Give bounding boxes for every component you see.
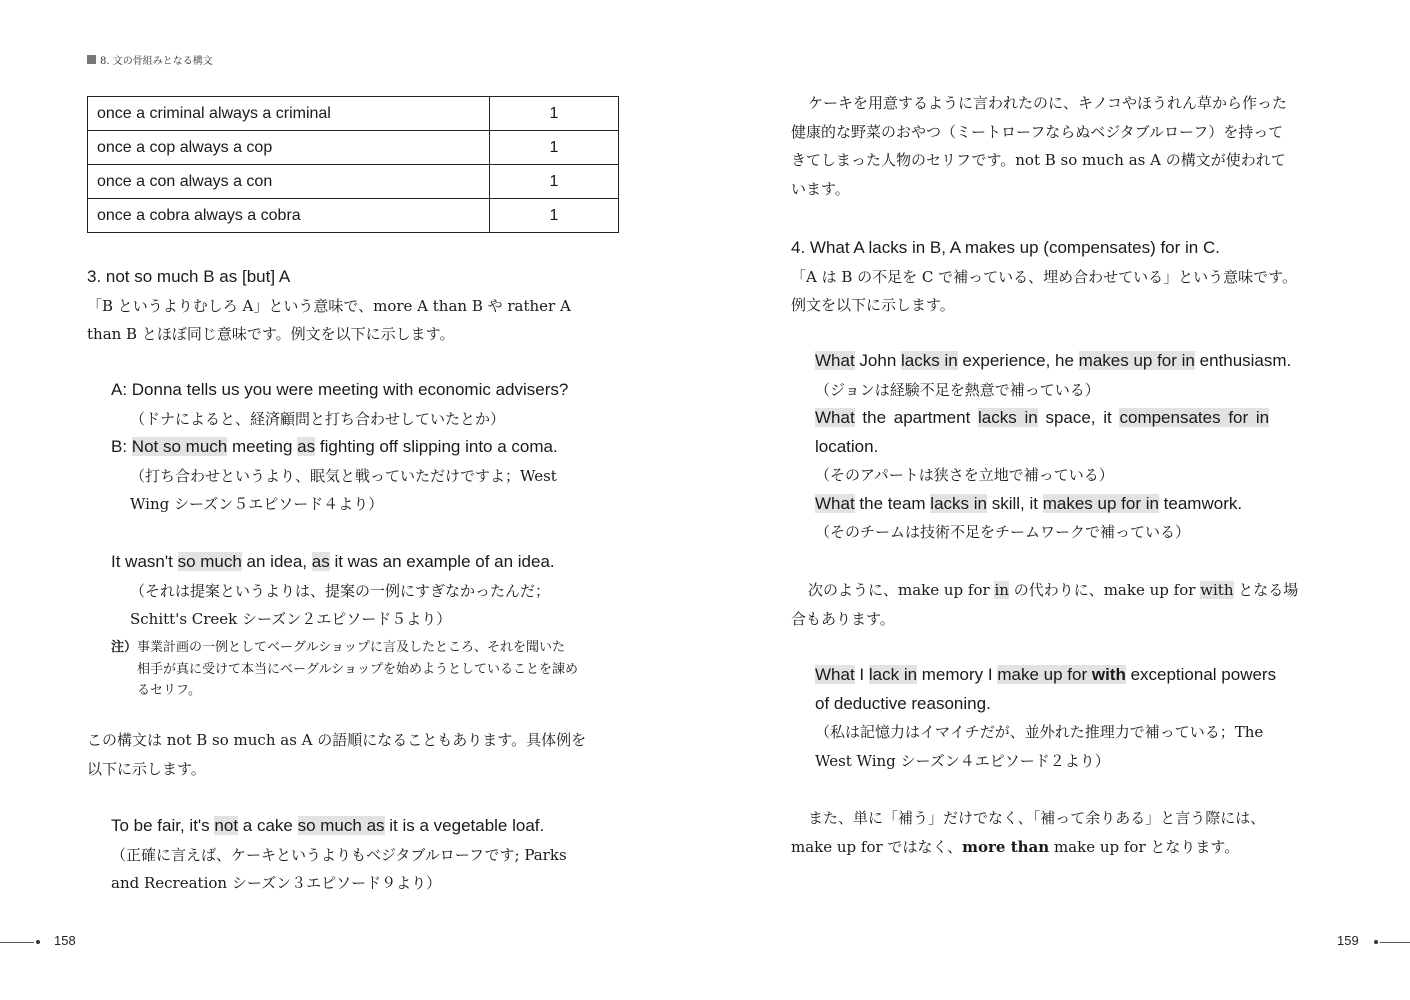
highlight: lacks in bbox=[978, 408, 1038, 427]
example-3-line bbox=[111, 812, 567, 841]
example-b-line bbox=[111, 433, 568, 462]
highlight-bold: with bbox=[1091, 665, 1126, 684]
bold-text: more than bbox=[962, 837, 1050, 856]
example-1-line bbox=[815, 347, 1291, 376]
paragraph-word-order bbox=[87, 726, 586, 783]
paragraph-line1: この構文は not B so much as A の語順になることもあります。具体例を bbox=[87, 731, 587, 749]
example-4-translation-line2: West Wing シーズン４エピソード２より） bbox=[815, 751, 1110, 770]
table-row bbox=[88, 165, 619, 199]
text: exceptional powers bbox=[1125, 665, 1277, 684]
dialogue-example bbox=[111, 376, 568, 519]
examples-lack bbox=[815, 347, 1291, 547]
table-cell-phrase: once a criminal always a criminal bbox=[88, 97, 490, 131]
running-header bbox=[87, 52, 213, 67]
section-4-title: 4. What A lacks in B, A makes up (compensates) for in C. bbox=[791, 238, 1220, 257]
highlight: so much as bbox=[297, 816, 385, 835]
paragraph-line2: 以下に示します。 bbox=[87, 759, 206, 778]
section-4-intro-line1: 「A は B の不足を C で補っている、埋め合わせている」という意味です。 bbox=[791, 267, 1297, 286]
section-3-title: 3. not so much B as [but] A bbox=[87, 267, 291, 286]
paragraph-line2: 合もあります。 bbox=[791, 609, 895, 628]
text: skill, it bbox=[986, 493, 1043, 513]
paragraph-line2 bbox=[791, 833, 1265, 862]
paragraph-more-than bbox=[791, 804, 1265, 861]
table-row bbox=[88, 199, 619, 233]
example-4 bbox=[815, 661, 1276, 775]
text: memory I bbox=[917, 665, 998, 684]
paragraph-line1: また、単に「補う」だけでなく、「補って余りある」と言う際には、 bbox=[808, 809, 1266, 827]
table-cell-phrase: once a cop always a cop bbox=[88, 131, 490, 165]
section-3-intro-line1: 「B というよりむしろ A」という意味で、more A than B や rather A bbox=[87, 296, 571, 315]
highlight: Not so much bbox=[131, 437, 228, 456]
highlight: makes up for in bbox=[1042, 493, 1159, 513]
highlight: compensates for in bbox=[1119, 408, 1270, 427]
example-2 bbox=[111, 548, 555, 634]
table-cell-count: 1 bbox=[490, 97, 619, 131]
example-b-translation-line2: Wing シーズン５エピソード４より） bbox=[130, 495, 384, 513]
idiom-table bbox=[87, 96, 619, 233]
paragraph-line2: 健康的な野菜のおやつ（ミートローフならぬベジタブルローフ）を持って bbox=[791, 122, 1284, 141]
text: an idea, bbox=[241, 552, 312, 571]
example-2-translation-line1: （それは提案というよりは、提案の一例にすぎなかったんだ； bbox=[130, 581, 551, 600]
right-page bbox=[705, 0, 1410, 1000]
section-4 bbox=[791, 234, 1297, 320]
highlight: lack in bbox=[868, 665, 918, 684]
example-3-translation-line1: （正確に言えば、ケーキというよりもベジタブルローフです; Parks bbox=[111, 845, 567, 864]
example-3 bbox=[111, 812, 567, 898]
text: となる場 bbox=[1233, 581, 1299, 599]
table-cell-phrase: once a cobra always a cobra bbox=[88, 199, 490, 233]
text: 次のように、make up for bbox=[808, 581, 995, 599]
text: it is a vegetable loaf. bbox=[384, 816, 545, 835]
paragraph-explanation bbox=[791, 89, 1287, 203]
highlight: as bbox=[311, 552, 330, 571]
text: enthusiasm. bbox=[1194, 351, 1292, 370]
table-cell-count: 1 bbox=[490, 199, 619, 233]
highlight: lacks in bbox=[930, 493, 987, 513]
table-row bbox=[88, 131, 619, 165]
footer-rule bbox=[1380, 942, 1410, 943]
page-number: 159 bbox=[1337, 933, 1359, 948]
paragraph-line3: きてしまった人物のセリフです。not B so much as A の構文が使われて bbox=[791, 151, 1286, 169]
footnote-line3: るセリフ。 bbox=[137, 683, 201, 698]
example-3-line bbox=[815, 490, 1291, 519]
text: teamwork. bbox=[1158, 493, 1243, 513]
highlight: not bbox=[214, 816, 239, 835]
text: I bbox=[854, 665, 869, 684]
highlight: What bbox=[815, 408, 855, 427]
highlight: What bbox=[815, 493, 855, 513]
example-2-translation-line2: Schitt's Creek シーズン２エピソード５より） bbox=[130, 610, 452, 628]
text: John bbox=[854, 351, 901, 370]
section-3-intro-line2: than B とほぼ同じ意味です。例文を以下に示します。 bbox=[87, 325, 455, 343]
text: 事業計画の一例としてベーグルショップに言及したところ、それを聞いた bbox=[137, 640, 566, 655]
text: の代わりに、make up for bbox=[1008, 581, 1201, 599]
section-3 bbox=[87, 263, 571, 349]
section-4-intro-line2: 例文を以下に示します。 bbox=[791, 296, 955, 314]
paragraph-line1: ケーキを用意するように言われたのに、キノコやほうれん草から作った bbox=[808, 94, 1287, 112]
example-1-translation: （ジョンは経験不足を熱意で補っている） bbox=[815, 380, 1100, 399]
highlight: makes up for in bbox=[1078, 351, 1195, 370]
example-a-line: A: Donna tells us you were meeting with economic advisers? bbox=[111, 380, 569, 399]
table-row bbox=[88, 97, 619, 131]
text: To be fair, it's bbox=[111, 816, 215, 835]
table-cell-count: 1 bbox=[490, 165, 619, 199]
example-2-translation: （そのアパートは狭さを立地で補っている） bbox=[815, 466, 1114, 484]
table-cell-phrase: once a con always a con bbox=[88, 165, 490, 199]
text: make up for となります。 bbox=[1049, 837, 1240, 856]
b-prefix: B: bbox=[111, 437, 132, 456]
example-2-line2: location. bbox=[815, 436, 879, 456]
footnote bbox=[111, 637, 578, 702]
highlight: lacks in bbox=[901, 351, 958, 370]
example-3-translation: （そのチームは技術不足をチームワークで補っている） bbox=[815, 523, 1191, 541]
table-cell-count: 1 bbox=[490, 131, 619, 165]
text: experience, he bbox=[957, 351, 1079, 370]
example-a-translation: （ドナによると、経済顧問と打ち合わせしていたとか） bbox=[130, 409, 506, 428]
text: it was an example of an idea. bbox=[329, 552, 555, 571]
example-4-line bbox=[815, 661, 1276, 690]
highlight: with bbox=[1200, 581, 1234, 599]
text: meeting bbox=[227, 437, 298, 456]
text: fighting off slipping into a coma. bbox=[315, 437, 558, 456]
highlight: What bbox=[815, 665, 855, 684]
footer-dot bbox=[1374, 940, 1378, 944]
text: make up for ではなく、 bbox=[791, 837, 963, 856]
paragraph-line1 bbox=[791, 576, 1298, 605]
paragraph-line4: います。 bbox=[791, 179, 850, 198]
text: a cake bbox=[238, 816, 298, 835]
header-title: 8. 文の骨組みとなる構文 bbox=[100, 56, 213, 67]
text: the apartment bbox=[854, 408, 979, 427]
highlight: in bbox=[994, 581, 1009, 599]
footer-dot bbox=[36, 940, 40, 944]
text: space, it bbox=[1037, 408, 1120, 427]
page-number: 158 bbox=[54, 933, 76, 948]
highlight: What bbox=[815, 351, 855, 370]
header-square-icon bbox=[87, 55, 96, 64]
footnote-line2: 相手が真に受けて本当にベーグルショップを始めようとしていることを諌め bbox=[137, 661, 579, 677]
example-4-line2: of deductive reasoning. bbox=[815, 693, 991, 713]
example-2-line bbox=[815, 404, 1291, 433]
paragraph-with-variant bbox=[791, 576, 1298, 633]
footnote-label: 注） bbox=[111, 640, 138, 655]
example-b-translation-line1: （打ち合わせというより、眠気と戦っていただけですよ；West bbox=[130, 466, 557, 485]
example-4-translation-line1: （私は記憶力はイマイチだが、並外れた推理力で補っている；The bbox=[815, 723, 1264, 741]
highlight: as bbox=[297, 437, 316, 456]
highlight: so much bbox=[177, 552, 242, 571]
text: It wasn't bbox=[111, 552, 178, 571]
text: the team bbox=[854, 493, 931, 513]
highlight: make up for bbox=[997, 665, 1092, 684]
footer-rule bbox=[0, 942, 34, 943]
example-2-line bbox=[111, 548, 555, 577]
example-3-translation-line2: and Recreation シーズン３エピソード９より） bbox=[111, 874, 442, 892]
footnote-line1 bbox=[111, 637, 578, 659]
